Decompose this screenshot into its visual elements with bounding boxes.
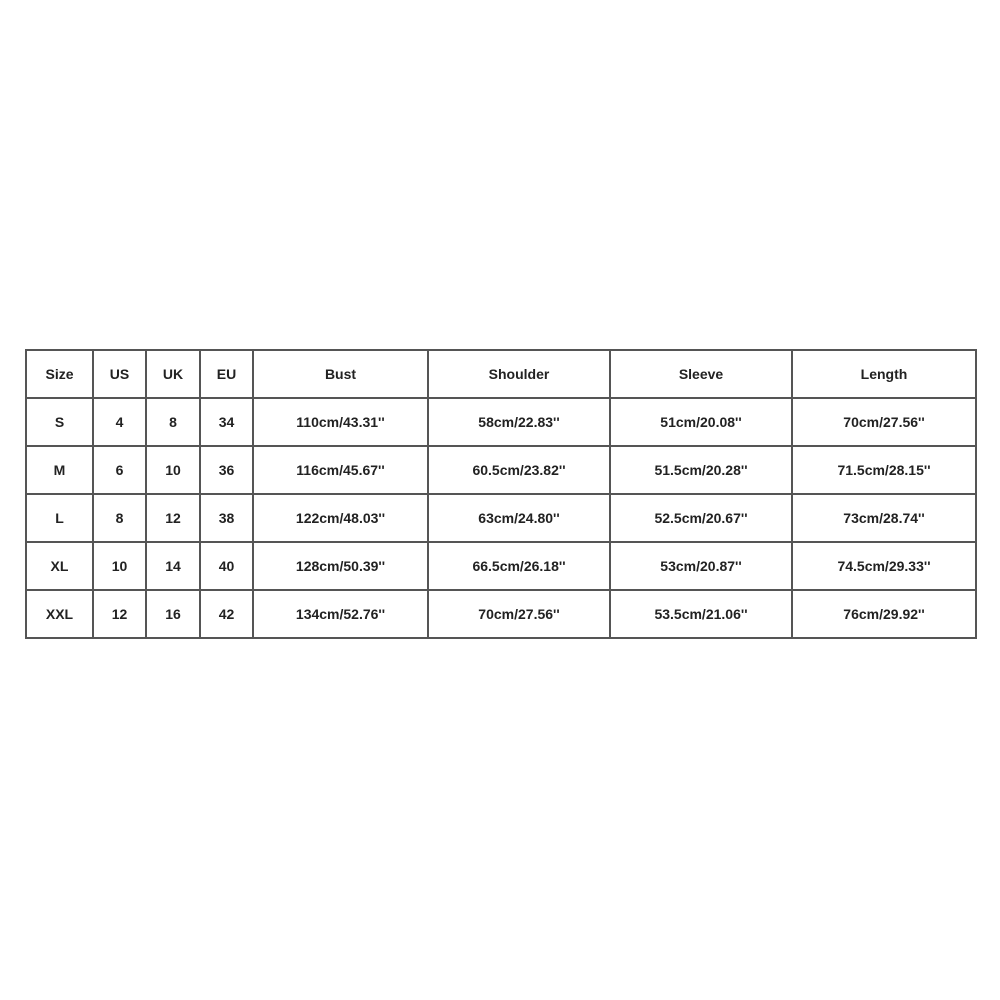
cell-us: 10 — [93, 542, 146, 590]
cell-size: L — [26, 494, 93, 542]
cell-bust: 134cm/52.76'' — [253, 590, 428, 638]
header-bust: Bust — [253, 350, 428, 398]
cell-length: 74.5cm/29.33'' — [792, 542, 976, 590]
cell-us: 6 — [93, 446, 146, 494]
cell-size: S — [26, 398, 93, 446]
cell-uk: 12 — [146, 494, 200, 542]
header-eu: EU — [200, 350, 253, 398]
cell-size: XXL — [26, 590, 93, 638]
cell-length: 76cm/29.92'' — [792, 590, 976, 638]
cell-sleeve: 52.5cm/20.67'' — [610, 494, 792, 542]
cell-bust: 122cm/48.03'' — [253, 494, 428, 542]
cell-us: 4 — [93, 398, 146, 446]
header-uk: UK — [146, 350, 200, 398]
header-us: US — [93, 350, 146, 398]
cell-sleeve: 51.5cm/20.28'' — [610, 446, 792, 494]
cell-shoulder: 63cm/24.80'' — [428, 494, 610, 542]
cell-eu: 40 — [200, 542, 253, 590]
cell-uk: 8 — [146, 398, 200, 446]
cell-shoulder: 58cm/22.83'' — [428, 398, 610, 446]
cell-us: 8 — [93, 494, 146, 542]
cell-uk: 16 — [146, 590, 200, 638]
header-length: Length — [792, 350, 976, 398]
cell-sleeve: 51cm/20.08'' — [610, 398, 792, 446]
cell-size: M — [26, 446, 93, 494]
cell-shoulder: 60.5cm/23.82'' — [428, 446, 610, 494]
cell-eu: 36 — [200, 446, 253, 494]
size-chart-table — [25, 349, 977, 639]
table-row — [26, 398, 976, 446]
cell-eu: 34 — [200, 398, 253, 446]
cell-length: 70cm/27.56'' — [792, 398, 976, 446]
table-row — [26, 446, 976, 494]
header-row — [26, 350, 976, 398]
cell-shoulder: 66.5cm/26.18'' — [428, 542, 610, 590]
cell-bust: 110cm/43.31'' — [253, 398, 428, 446]
cell-sleeve: 53cm/20.87'' — [610, 542, 792, 590]
cell-eu: 38 — [200, 494, 253, 542]
table-header — [26, 350, 976, 398]
cell-uk: 10 — [146, 446, 200, 494]
cell-sleeve: 53.5cm/21.06'' — [610, 590, 792, 638]
header-shoulder: Shoulder — [428, 350, 610, 398]
cell-length: 73cm/28.74'' — [792, 494, 976, 542]
cell-uk: 14 — [146, 542, 200, 590]
table-row — [26, 494, 976, 542]
table-row — [26, 590, 976, 638]
cell-length: 71.5cm/28.15'' — [792, 446, 976, 494]
cell-shoulder: 70cm/27.56'' — [428, 590, 610, 638]
cell-eu: 42 — [200, 590, 253, 638]
header-size: Size — [26, 350, 93, 398]
cell-bust: 128cm/50.39'' — [253, 542, 428, 590]
table-row — [26, 542, 976, 590]
table-body — [26, 398, 976, 638]
cell-bust: 116cm/45.67'' — [253, 446, 428, 494]
cell-size: XL — [26, 542, 93, 590]
cell-us: 12 — [93, 590, 146, 638]
header-sleeve: Sleeve — [610, 350, 792, 398]
